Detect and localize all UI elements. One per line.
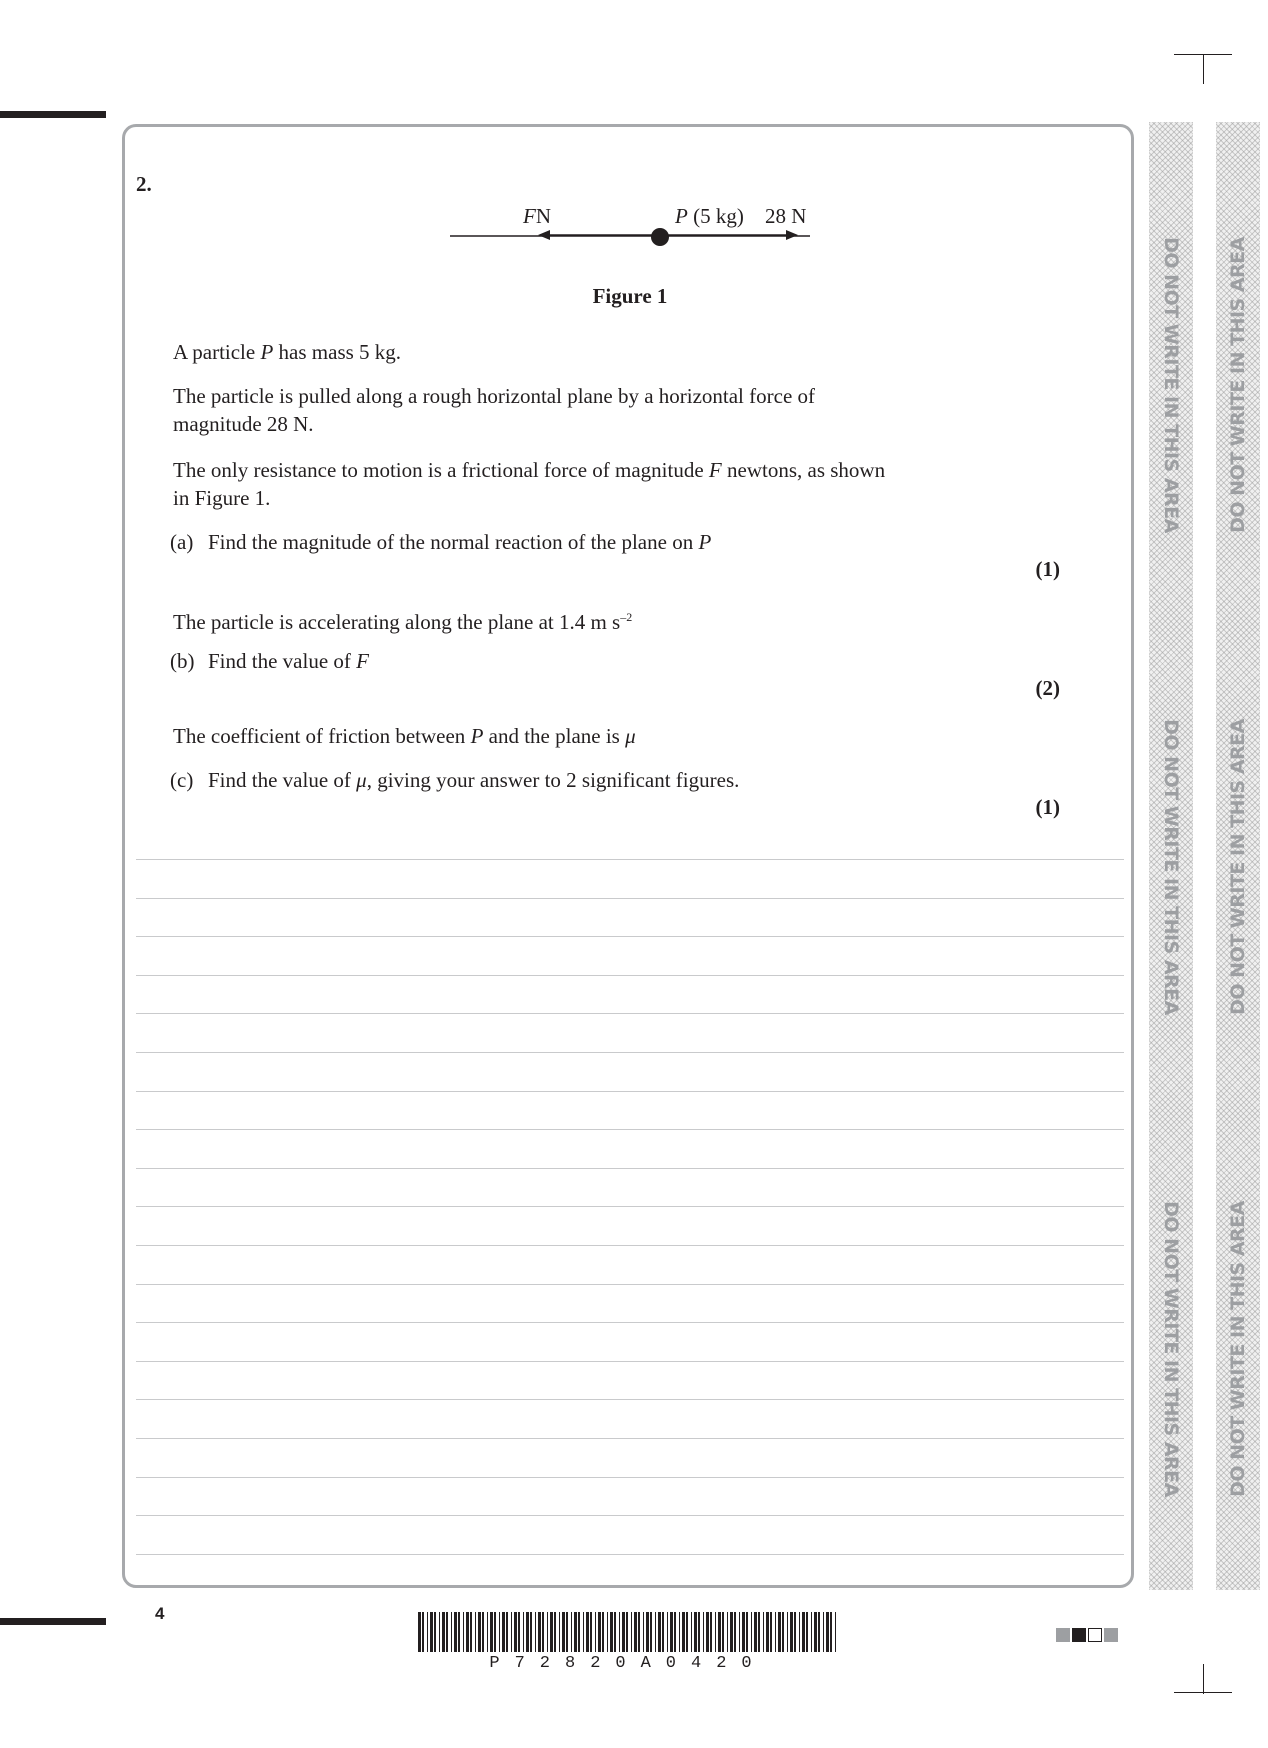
- answer-line[interactable]: [136, 1438, 1124, 1439]
- answer-line[interactable]: [136, 1284, 1124, 1285]
- barcode-bar: [634, 1612, 637, 1652]
- barcode-bar: [770, 1612, 772, 1652]
- answer-line[interactable]: [136, 898, 1124, 899]
- answer-line[interactable]: [136, 859, 1124, 860]
- crop-mark-bottom-right-v: [1203, 1664, 1204, 1694]
- answer-line[interactable]: [136, 1245, 1124, 1246]
- barcode-bar: [806, 1612, 808, 1652]
- barcode-bar: [626, 1612, 628, 1652]
- barcode-bar: [782, 1612, 784, 1652]
- barcode-bar: [679, 1612, 680, 1652]
- barcode-bar: [814, 1612, 817, 1652]
- friction-label: FN: [523, 204, 551, 228]
- part-c-marks: (1): [1035, 795, 1060, 819]
- barcode-bar: [778, 1612, 781, 1652]
- barcode-bar: [514, 1612, 517, 1652]
- margin-warning: DO NOT WRITE IN THIS AREA: [1160, 237, 1182, 533]
- barcode-bar: [614, 1612, 616, 1652]
- barcode-bar: [823, 1612, 824, 1652]
- barcode-bar: [739, 1612, 740, 1652]
- answer-line[interactable]: [136, 936, 1124, 937]
- barcode-bar: [578, 1612, 580, 1652]
- barcode-bar: [643, 1612, 644, 1652]
- answer-line[interactable]: [136, 1129, 1124, 1130]
- barcode-bar: [811, 1612, 812, 1652]
- barcode-bar: [526, 1612, 529, 1652]
- part-b-marks: (2): [1035, 676, 1060, 700]
- barcode-bar: [686, 1612, 688, 1652]
- barcode-bar: [418, 1612, 421, 1652]
- part-b: (b) Find the value of F: [170, 649, 369, 673]
- force-diagram: [440, 196, 820, 256]
- answer-line[interactable]: [136, 1168, 1124, 1169]
- barcode-bar: [667, 1612, 668, 1652]
- barcode-bar: [670, 1612, 673, 1652]
- barcode-bar: [799, 1612, 800, 1652]
- barcode-bar: [571, 1612, 572, 1652]
- pull-arrow-head: [786, 230, 798, 240]
- barcode-bar: [775, 1612, 776, 1652]
- barcode-bar: [694, 1612, 697, 1652]
- page-square-4: [1104, 1628, 1118, 1642]
- margin-warning: DO NOT WRITE IN THIS AREA: [1227, 237, 1249, 533]
- barcode-bar: [463, 1612, 464, 1652]
- barcode-bar: [655, 1612, 656, 1652]
- barcode-bar: [802, 1612, 805, 1652]
- paragraph-resistance: The only resistance to motion is a frictional force of magnitude F newtons, as shown in Figure 1.: [173, 458, 886, 510]
- barcode-bar: [602, 1612, 604, 1652]
- barcode-bar: [794, 1612, 796, 1652]
- barcode-bar: [727, 1612, 728, 1652]
- barcode-text: P72820A0420: [489, 1654, 767, 1673]
- barcode-bar: [586, 1612, 589, 1652]
- barcode-bar: [439, 1612, 440, 1652]
- barcode-bar: [538, 1612, 541, 1652]
- barcode-bar: [646, 1612, 649, 1652]
- answer-line[interactable]: [136, 1091, 1124, 1092]
- barcode-bar: [590, 1612, 592, 1652]
- page-number: 4: [155, 1604, 165, 1623]
- crop-mark-top-right-v: [1203, 54, 1204, 84]
- barcode-bar: [710, 1612, 712, 1652]
- barcode-bar: [490, 1612, 493, 1652]
- part-c: (c) Find the value of μ, giving your answer to 2 significant figures.: [170, 768, 740, 792]
- barcode-bar: [682, 1612, 685, 1652]
- barcode-bar: [826, 1612, 829, 1652]
- friction-arrow-head: [538, 230, 550, 240]
- barcode-bar: [574, 1612, 577, 1652]
- barcode-bar: [622, 1612, 625, 1652]
- barcode-bar: [787, 1612, 788, 1652]
- barcode-bar: [619, 1612, 620, 1652]
- particle-label: P (5 kg): [675, 204, 744, 228]
- barcode-bar: [818, 1612, 820, 1652]
- barcode-bar: [482, 1612, 484, 1652]
- barcode-bar: [583, 1612, 584, 1652]
- barcode-bar: [466, 1612, 469, 1652]
- page-square-1: [1056, 1628, 1070, 1642]
- barcode-bar: [475, 1612, 476, 1652]
- barcode-bar: [830, 1612, 832, 1652]
- barcode-bar: [703, 1612, 704, 1652]
- barcode-bar: [446, 1612, 448, 1652]
- margin-warning: DO NOT WRITE IN THIS AREA: [1160, 1201, 1182, 1497]
- barcode-bar: [718, 1612, 721, 1652]
- barcode-bar: [698, 1612, 700, 1652]
- answer-line[interactable]: [136, 1399, 1124, 1400]
- paragraph-coefficient: The coefficient of friction between P and the plane is μ: [173, 724, 636, 748]
- margin-warning: DO NOT WRITE IN THIS AREA: [1227, 1201, 1249, 1497]
- barcode-bar: [422, 1612, 424, 1652]
- barcode-bar: [730, 1612, 733, 1652]
- page-square-3: [1088, 1628, 1102, 1642]
- answer-line[interactable]: [136, 1013, 1124, 1014]
- answer-line[interactable]: [136, 1052, 1124, 1053]
- barcode-bar: [598, 1612, 601, 1652]
- barcode-bar: [506, 1612, 508, 1652]
- margin-warning: DO NOT WRITE IN THIS AREA: [1227, 719, 1249, 1015]
- barcode-bar: [722, 1612, 724, 1652]
- barcode-bar: [658, 1612, 661, 1652]
- barcode-bar: [499, 1612, 500, 1652]
- barcode-bar: [607, 1612, 608, 1652]
- barcode-bar: [662, 1612, 664, 1652]
- barcode-bar: [751, 1612, 752, 1652]
- barcode-bar: [790, 1612, 793, 1652]
- barcode-bar: [518, 1612, 520, 1652]
- pull-force-label: 28 N: [765, 204, 807, 228]
- answer-line[interactable]: [136, 1554, 1124, 1555]
- barcode-bar: [550, 1612, 553, 1652]
- answer-line[interactable]: [136, 975, 1124, 976]
- barcode-bar: [742, 1612, 745, 1652]
- barcode-bar: [835, 1612, 836, 1652]
- barcode-bar: [470, 1612, 472, 1652]
- barcode-bar: [706, 1612, 709, 1652]
- answer-line[interactable]: [136, 1206, 1124, 1207]
- margin-warning: DO NOT WRITE IN THIS AREA: [1160, 719, 1182, 1015]
- barcode-bar: [631, 1612, 632, 1652]
- barcode-bar: [487, 1612, 488, 1652]
- paragraph-mass: A particle P has mass 5 kg.: [173, 340, 402, 364]
- barcode-bar: [511, 1612, 512, 1652]
- barcode-bar: [530, 1612, 532, 1652]
- barcode-bar: [595, 1612, 596, 1652]
- barcode-bar: [430, 1612, 433, 1652]
- particle-dot: [651, 228, 669, 246]
- barcode-bar: [559, 1612, 560, 1652]
- barcode-bar: [458, 1612, 460, 1652]
- barcode-bar: [547, 1612, 548, 1652]
- answer-line[interactable]: [136, 1515, 1124, 1516]
- paragraph-acceleration: The particle is accelerating along the plane at 1.4 m $s^{-2}$: [173, 610, 633, 634]
- figure-caption: Figure 1: [592, 284, 668, 308]
- barcode-bar: [478, 1612, 481, 1652]
- barcode-bar: [766, 1612, 769, 1652]
- part-a-marks: (1): [1035, 557, 1060, 581]
- barcode-bar: [638, 1612, 640, 1652]
- answer-line[interactable]: [136, 1361, 1124, 1362]
- barcode-bar: [746, 1612, 748, 1652]
- barcode-bar: [451, 1612, 452, 1652]
- barcode-bar: [674, 1612, 676, 1652]
- barcode-bar: [442, 1612, 445, 1652]
- barcode-bar: [566, 1612, 568, 1652]
- part-a: (a) Find the magnitude of the normal reaction of the plane on P: [170, 530, 712, 554]
- question-number: 2.: [136, 172, 152, 196]
- barcode-bar: [494, 1612, 496, 1652]
- barcode-bar: [715, 1612, 716, 1652]
- barcode-bar: [562, 1612, 565, 1652]
- barcode-bar: [523, 1612, 524, 1652]
- barcode-bar: [427, 1612, 428, 1652]
- barcode-bar: [454, 1612, 457, 1652]
- bottom-left-bar: [0, 1618, 106, 1625]
- barcode: [418, 1612, 838, 1652]
- answer-line[interactable]: [136, 1477, 1124, 1478]
- barcode-bar: [763, 1612, 764, 1652]
- barcode-bar: [502, 1612, 505, 1652]
- barcode-bar: [434, 1612, 436, 1652]
- barcode-bar: [758, 1612, 760, 1652]
- barcode-bar: [650, 1612, 652, 1652]
- answer-line[interactable]: [136, 1322, 1124, 1323]
- top-left-bar: [0, 111, 106, 118]
- barcode-bar: [734, 1612, 736, 1652]
- paragraph-pull: The particle is pulled along a rough horizontal plane by a horizontal force of magnitude 28 N.: [173, 384, 816, 436]
- barcode-bar: [691, 1612, 692, 1652]
- barcode-bar: [542, 1612, 544, 1652]
- barcode-bar: [554, 1612, 556, 1652]
- barcode-bar: [754, 1612, 757, 1652]
- barcode-bar: [535, 1612, 536, 1652]
- barcode-bar: [610, 1612, 613, 1652]
- page-square-2: [1072, 1628, 1086, 1642]
